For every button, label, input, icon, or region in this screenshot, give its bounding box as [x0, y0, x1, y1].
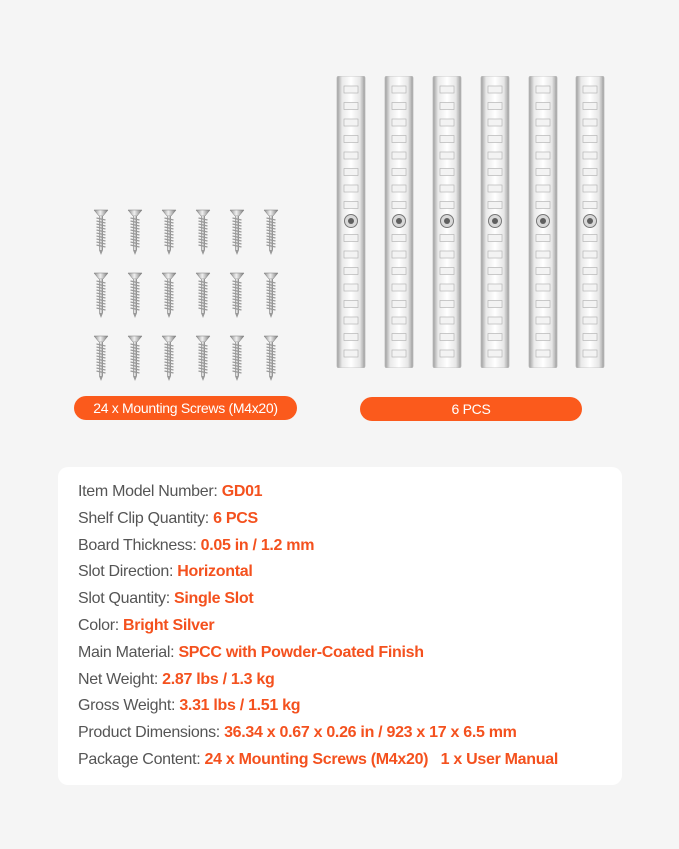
- shelf-rail: [336, 76, 366, 368]
- spec-row: [78, 640, 558, 667]
- spec-row: [78, 479, 558, 506]
- spec-label: Net Weight:: [78, 670, 163, 688]
- shelf-rail: [528, 76, 558, 368]
- spec-label: Gross Weight:: [78, 697, 180, 715]
- specifications-list: [78, 479, 558, 774]
- spec-row: [78, 693, 558, 720]
- spec-value: 36.34 x 0.67 x 0.26 in / 923 x 17 x 6.5 mm: [224, 724, 517, 742]
- spec-value: 0.05 in / 1.2 mm: [200, 536, 315, 554]
- spec-label: Shelf Clip Quantity:: [78, 509, 214, 527]
- spec-label: Board Thickness:: [78, 536, 201, 554]
- shelf-rails-image: [0, 0, 679, 380]
- spec-row: [78, 667, 558, 694]
- spec-label: Item Model Number:: [78, 483, 222, 500]
- spec-label: Main Material:: [78, 643, 179, 661]
- spec-label: Package Content:: [78, 750, 205, 768]
- specifications-card: [58, 467, 622, 785]
- spec-value: 2.87 lbs / 1.3 kg: [162, 670, 275, 688]
- spec-row: [78, 533, 558, 560]
- spec-value: Single Slot: [174, 590, 254, 608]
- shelf-rail: [432, 76, 462, 368]
- rails-quantity-label: 6 PCS: [360, 397, 582, 421]
- screws-label: 24 x Mounting Screws (M4x20): [74, 396, 297, 420]
- shelf-rail: [575, 76, 605, 368]
- spec-value: GD01: [221, 483, 263, 500]
- spec-label: Slot Quantity:: [78, 590, 174, 608]
- shelf-rail: [480, 76, 510, 368]
- spec-label: Color:: [78, 616, 124, 634]
- spec-value: 6 PCS: [213, 509, 258, 527]
- spec-value: Bright Silver: [123, 616, 215, 634]
- spec-row: [78, 506, 558, 533]
- spec-row: [78, 559, 558, 586]
- spec-label: Slot Direction:: [78, 563, 178, 581]
- spec-value: SPCC with Powder-Coated Finish: [178, 643, 424, 661]
- spec-label: Product Dimensions:: [78, 724, 225, 742]
- spec-value: Horizontal: [177, 563, 253, 581]
- spec-row: [78, 613, 558, 640]
- spec-row: [78, 586, 558, 613]
- shelf-rail: [384, 76, 414, 368]
- spec-row: [78, 747, 558, 774]
- spec-row: [78, 720, 558, 747]
- spec-value: 3.31 lbs / 1.51 kg: [179, 697, 301, 715]
- spec-value: 24 x Mounting Screws (M4x20) 1 x User Manual: [204, 750, 558, 768]
